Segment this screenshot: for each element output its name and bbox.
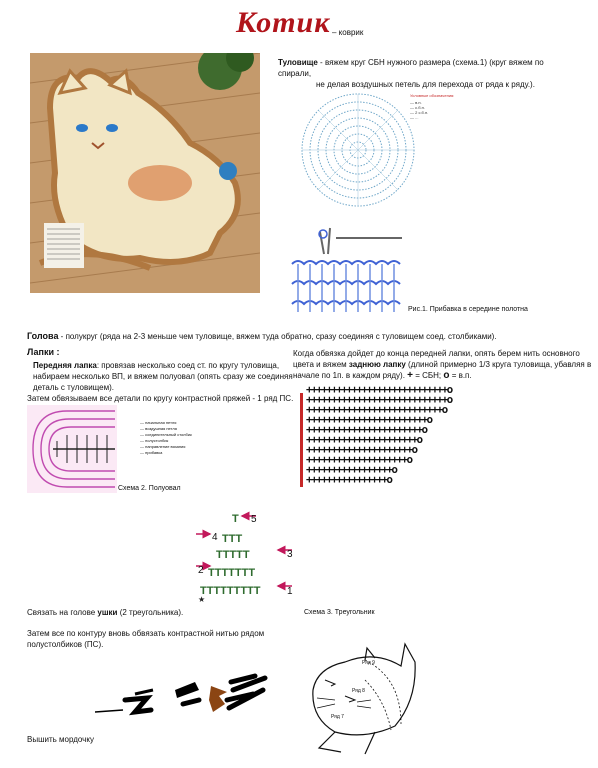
- grid-row: +++++++++++++++++++++o: [306, 443, 417, 456]
- ears-text-post: (2 треугольника).: [117, 608, 184, 617]
- ears-text-bold: ушки: [97, 608, 118, 617]
- svg-text:TTTTTTTTT: TTTTTTTTT: [200, 585, 261, 597]
- increase-stitch-figure: [290, 224, 402, 314]
- row-number-1: 1: [287, 586, 293, 597]
- svg-text:TTTTTTT: TTTTTTT: [208, 567, 256, 579]
- back-paw-line2-bold: заднюю лапку: [348, 360, 406, 369]
- head-text: - полукруг (ряда на 2-3 меньше чем туловище, вяжем туда обратно, сразу соединяя с туловищем соед. столбиками).: [58, 332, 497, 341]
- sketch-label: Ряд 9: [362, 660, 375, 666]
- back-paw-line3-pre: начале по 1п. в каждом ряду).: [293, 371, 408, 380]
- front-paw-line1: : провязав несколько соед ст. по кругу туловища,: [96, 361, 280, 370]
- oval-legend-item: — воздушная петля: [140, 426, 177, 431]
- fig1-caption: Рис.1. Прибавка в середине полотна: [408, 306, 528, 313]
- circle-schema: [298, 90, 418, 210]
- svg-text:★: ★: [198, 595, 206, 604]
- row-number-2: 2: [198, 565, 204, 576]
- legend-o-symbol: o: [443, 370, 450, 381]
- fig3-caption: Схема 3. Треугольник: [304, 609, 375, 616]
- triangle-schema: [192, 510, 302, 610]
- front-paw-line3: деталь с туловищем).: [33, 383, 114, 392]
- grid-row: +++++++++++++++++o: [306, 463, 397, 476]
- legend-item: — в.п.: [410, 100, 422, 105]
- front-paw-heading: Передняя лапка: [33, 361, 97, 370]
- svg-text:TTT: TTT: [222, 533, 243, 545]
- oval-legend: [140, 420, 202, 456]
- body-instructions: [278, 57, 578, 90]
- grid-row: ++++++++++++++++++++++++++++o: [306, 383, 452, 396]
- legend-item: — с.б.н.: [410, 105, 425, 110]
- svg-text:T: T: [232, 513, 239, 525]
- grid-red-line: [300, 393, 303, 487]
- legend-plus-symbol: +: [407, 370, 413, 381]
- head-heading: Голова: [27, 331, 59, 341]
- grid-row: ++++++++++++++++++++++++++++o: [306, 393, 452, 406]
- face-embroidery-drawing: [95, 660, 275, 730]
- grid-row: +++++++++++++++++++++++++++o: [306, 403, 447, 416]
- oval-legend-item: — прибавка: [140, 450, 163, 455]
- body-heading: Туловище: [278, 58, 318, 67]
- grid-row: ++++++++++++++++++++++o: [306, 433, 422, 446]
- contour-text: [27, 628, 307, 650]
- row-number-4: 4: [212, 532, 218, 543]
- back-paw-line1: Когда обвязка дойдет до конца передней лапки, опять берем нить основного: [293, 349, 580, 358]
- legend-item: — 2 с.б.н.: [410, 110, 429, 115]
- cat-sketch: [305, 640, 420, 758]
- edge-text: Затем обвязываем все детали по кругу контрастной пряжей - 1 ряд ПС.: [27, 394, 294, 403]
- ears-text-pre: Связать на голове: [27, 608, 98, 617]
- head-instructions: [27, 330, 587, 343]
- oval-legend-item: — соединительный столбик: [140, 432, 192, 437]
- front-paw-text: [33, 360, 293, 393]
- legend-title: Условные обозначения:: [410, 93, 455, 98]
- oval-legend-item: — полустолбик: [140, 438, 169, 443]
- cat-rug-photo: [30, 53, 260, 293]
- fig2-caption: Схема 2. Полуовал: [118, 485, 181, 492]
- embroider-text: Вышить мордочку: [27, 735, 94, 744]
- grid-row: ++++++++++++++++o: [306, 473, 392, 486]
- back-paw-line2-post: (длиной примерно 1/3 круга туловища, убавляя в: [405, 360, 592, 369]
- sketch-label: Ряд 7: [331, 714, 344, 720]
- ears-text: [27, 607, 183, 618]
- body-text-line1: - вяжем круг СБН нужного размера (схема.1) (круг вяжем по спирали,: [278, 58, 544, 78]
- back-paw-text: [293, 348, 593, 381]
- grid-row: ++++++++++++++++++++++++o: [306, 413, 432, 426]
- oval-legend-item: — начальная петля: [140, 420, 177, 425]
- legend-plus-text: = СБН;: [412, 371, 444, 380]
- oval-schema: [27, 405, 117, 493]
- page-title: Котик: [236, 6, 331, 39]
- grid-row: +++++++++++++++++++++++o: [306, 423, 427, 436]
- legend-item: — ...: [410, 115, 419, 120]
- legend-o-text: = в.п.: [449, 371, 472, 380]
- grid-rows: [306, 385, 452, 485]
- back-paw-line2-pre: цвета и вяжем: [293, 360, 349, 369]
- grid-row: ++++++++++++++++++++o: [306, 453, 412, 466]
- svg-text:TTTTT: TTTTT: [216, 549, 250, 561]
- contour-line2: полустолбиков (ПС).: [27, 640, 104, 649]
- row-number-3: 3: [287, 549, 293, 560]
- sketch-label: Ряд 8: [352, 688, 365, 694]
- page-subtitle: – коврик: [332, 28, 364, 37]
- paws-heading: Лапки :: [27, 347, 60, 357]
- contour-line1: Затем все по контуру вновь обвязать контрастной нитью рядом: [27, 629, 265, 638]
- body-text-line2: не делая воздушных петель для перехода от ряда к ряду.).: [316, 80, 535, 89]
- front-paw-line2: набираем несколько ВП, и вяжем полуовал (опять сразу же соединяя: [33, 372, 293, 381]
- circle-legend: [410, 93, 470, 133]
- oval-legend-item: — направление вязания: [140, 444, 186, 449]
- back-paw-grid: [300, 385, 560, 485]
- row-number-5: 5: [251, 514, 257, 525]
